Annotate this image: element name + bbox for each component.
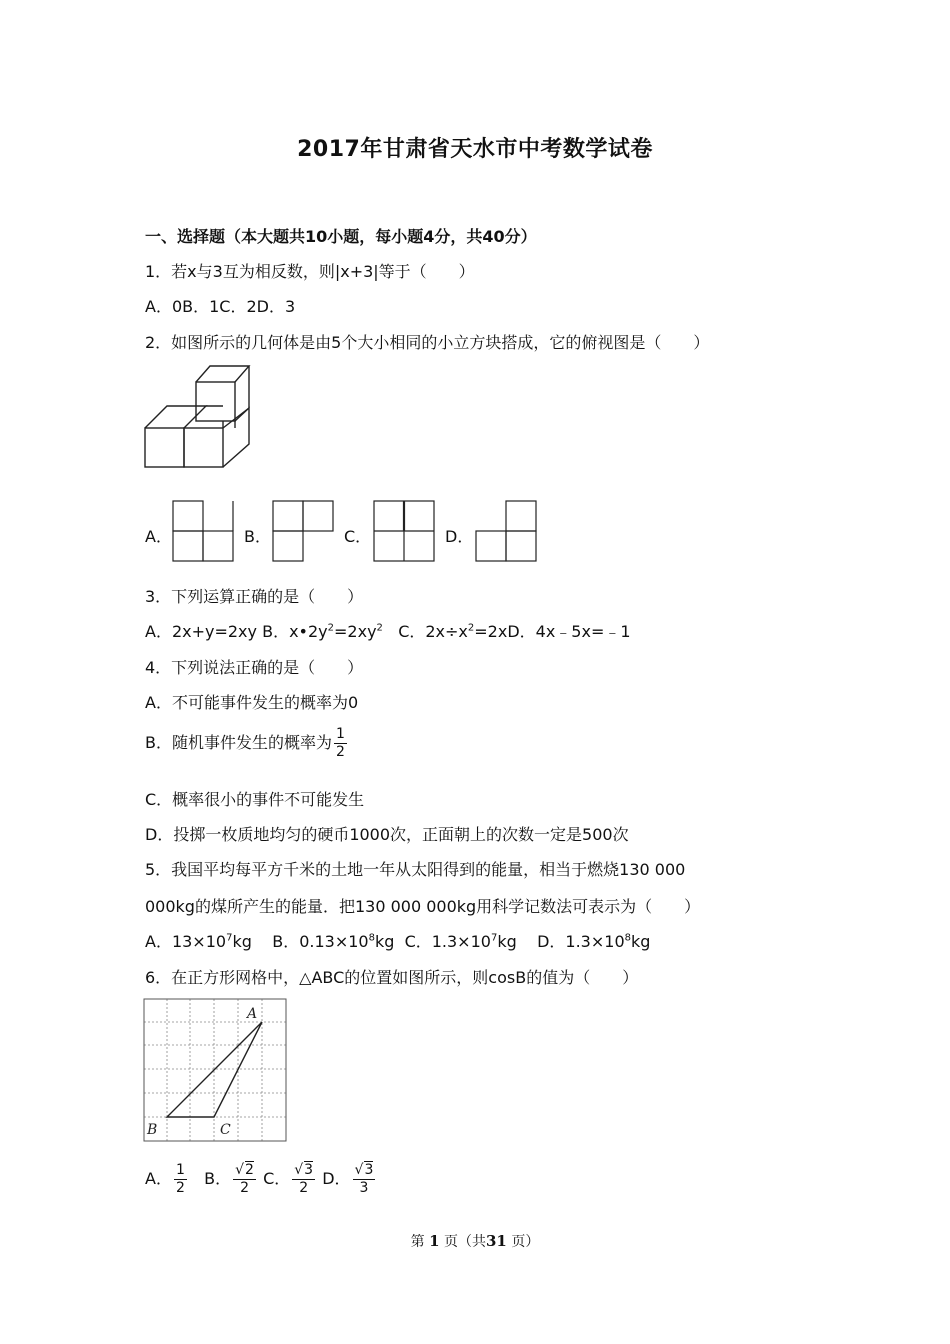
q2-option-a-figure bbox=[172, 500, 236, 562]
q2-option-d-label: D． bbox=[445, 527, 474, 546]
triangle-grid-figure bbox=[143, 998, 289, 1144]
cube-figure bbox=[143, 364, 253, 472]
q2-option-c-figure bbox=[373, 500, 437, 562]
q1-options: A．0B．1C．2D．3 bbox=[145, 297, 296, 316]
fraction-a: $\frac{1}{2}$ bbox=[175, 1162, 185, 1196]
page-footer: 第 1 页（共31 页） bbox=[410, 1232, 540, 1250]
q2-option-c-label: C． bbox=[344, 527, 372, 546]
q2-option-d-figure bbox=[475, 500, 539, 562]
q3-options bbox=[145, 619, 631, 642]
q4-option-d: D．投掷一枚质地均匀的硬币1000次，正面朝上的次数一定是500次 bbox=[145, 825, 629, 844]
vertex-b-label: B bbox=[147, 1122, 158, 1138]
q1-stem: 1．若x与3互为相反数，则|x+3|等于（ ） bbox=[145, 262, 475, 281]
q6-stem: 6．在正方形网格中，△ABC的位置如图所示，则cosB的值为（ ） bbox=[145, 968, 639, 987]
fraction-c: $\frac{√3}{2}$ bbox=[294, 1162, 314, 1196]
page-number: 1 bbox=[429, 1232, 440, 1250]
q3-option-a: A．2x+y=2xy bbox=[145, 622, 257, 641]
q4-stem: 4．下列说法正确的是（ ） bbox=[145, 658, 364, 677]
q4-option-c: C．概率很小的事件不可能发生 bbox=[145, 790, 365, 809]
q5-stem-line1: 5．我国平均每平方千米的土地一年从太阳得到的能量，相当于燃烧130 000 bbox=[145, 860, 686, 879]
q3-option-b: B．$x•2y^2=2xy^2$ bbox=[262, 622, 383, 641]
section-heading: 一、选择题（本大题共10小题，每小题4分，共40分） bbox=[145, 227, 537, 246]
fraction-d: $\frac{√3}{3}$ bbox=[354, 1162, 374, 1196]
q4-option-b: B．随机事件发生的概率为 $\frac{1}{2}$ bbox=[145, 726, 345, 760]
q3-stem: 3．下列运算正确的是（ ） bbox=[145, 587, 364, 606]
q5-options: A．$13\times 10^7kg$ B．$0.13\times 10^8kg$ C．$1.3\times 10^7kg$ D．$1.3\times 10^8kg$ bbox=[145, 932, 651, 951]
fraction: $\frac{1}{2}$ bbox=[335, 726, 345, 760]
q2-stem: 2．如图所示的几何体是由5个大小相同的小立方块搭成，它的俯视图是（ ） bbox=[145, 333, 710, 352]
q6-options: A． $\frac{1}{2}$ B． $\frac{√2}{2}$ C． $\frac{√3}{2}$ D． $\frac{√3}{3}$ bbox=[145, 1162, 374, 1196]
q4-option-a: A．不可能事件发生的概率为0 bbox=[145, 693, 359, 712]
q2-option-b-label: B． bbox=[244, 527, 271, 546]
vertex-c-label: C bbox=[220, 1122, 231, 1138]
q2-option-b-figure bbox=[272, 500, 336, 562]
fraction-b: $\frac{√2}{2}$ bbox=[235, 1162, 254, 1196]
vertex-a-label: A bbox=[247, 1006, 258, 1022]
q3-option-c-d: C．$2x\div x^2=2xD$．4x﹣5x=﹣1 bbox=[398, 622, 631, 641]
page-total: 31 bbox=[486, 1232, 507, 1250]
page-title: 2017年甘肃省天水市中考数学试卷 bbox=[297, 137, 653, 162]
q5-stem-line2: 000kg的煤所产生的能量．把130 000 000kg用科学记数法可表示为（ ） bbox=[145, 897, 701, 916]
q2-option-a-label: A． bbox=[145, 527, 172, 546]
